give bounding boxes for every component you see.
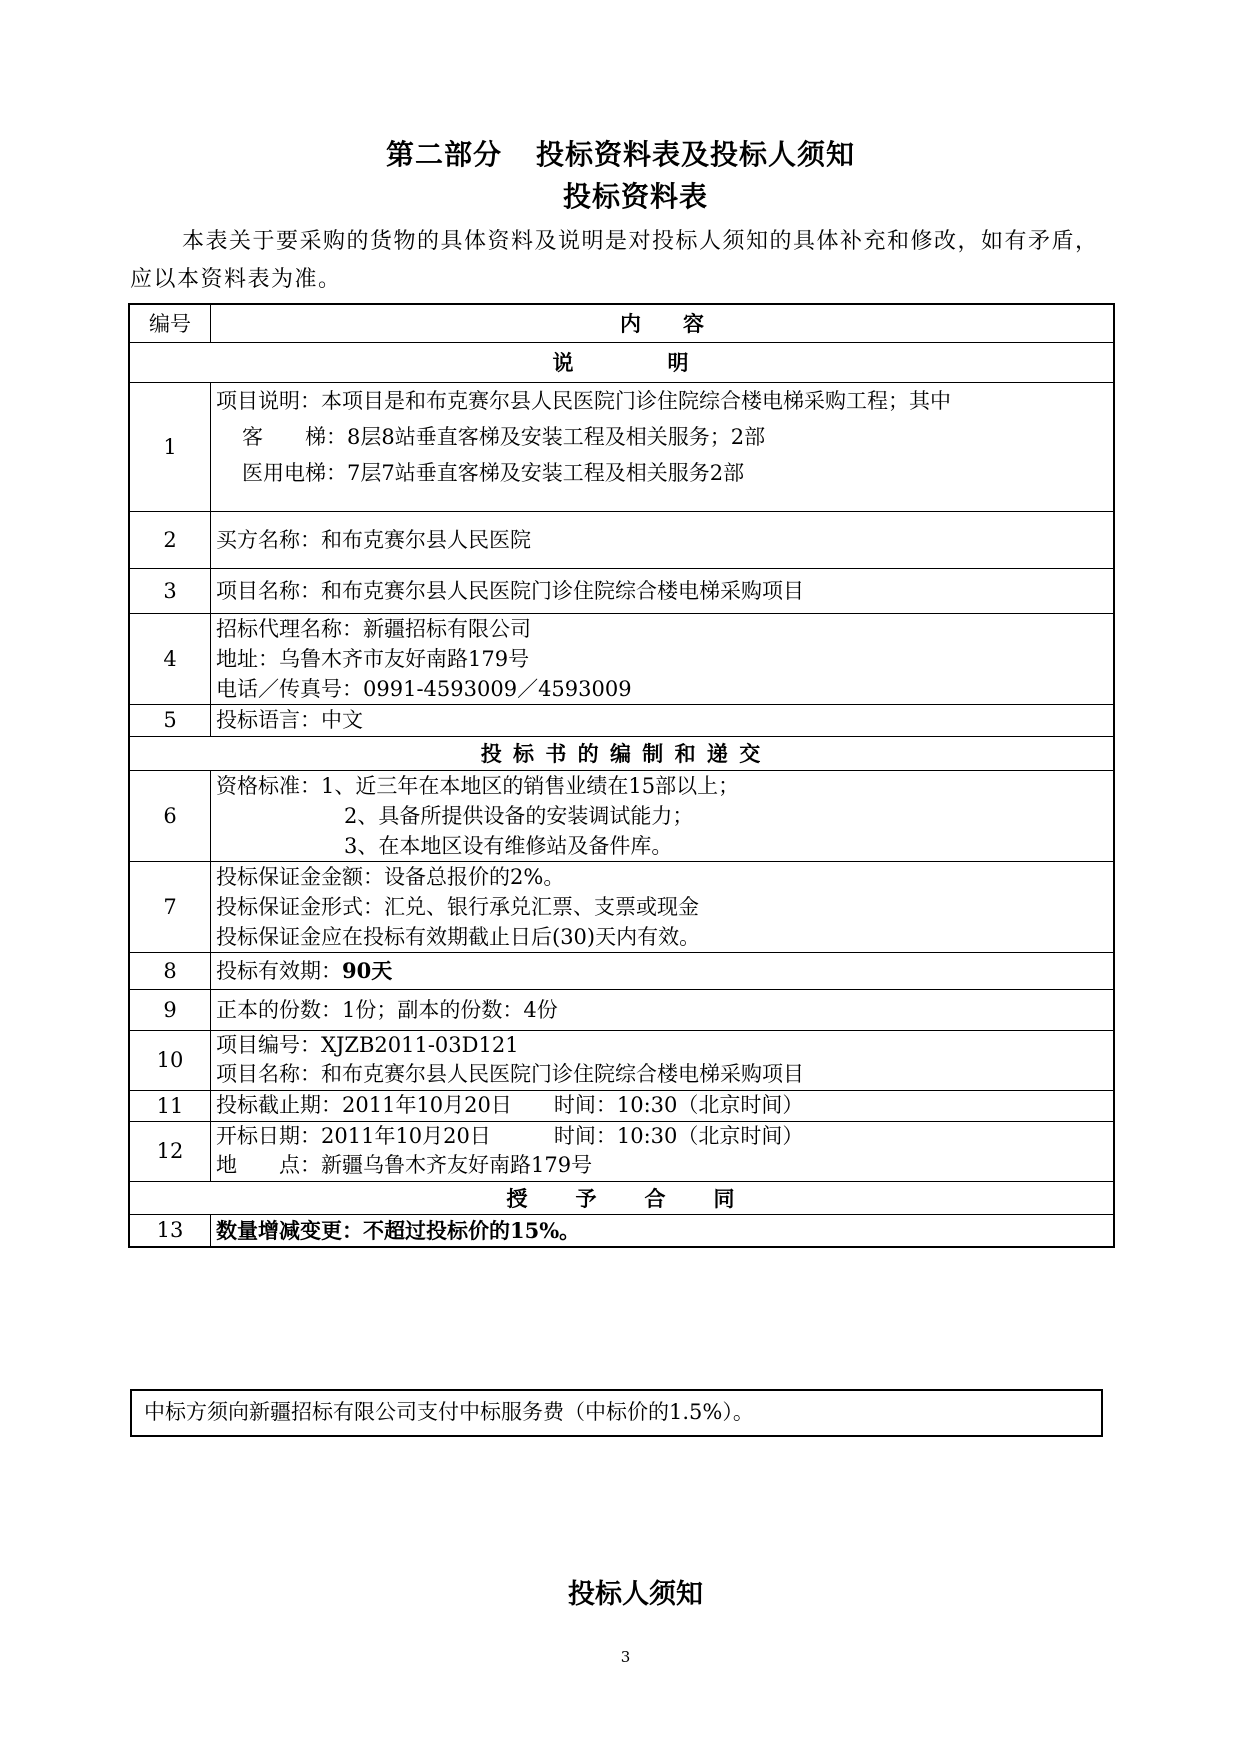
row-num: 8: [129, 952, 211, 989]
table-row: [129, 989, 1114, 1030]
row-num: 7: [129, 861, 211, 952]
row-line: 投标语言：中文: [216, 708, 363, 732]
row-line: 电话／传真号：0991-4593009／4593009: [216, 676, 632, 701]
row-content: [211, 1121, 1115, 1181]
row-num: 10: [129, 1030, 211, 1090]
row-content: [211, 568, 1115, 613]
part-label: 第二部分: [385, 138, 502, 171]
table-row: [129, 770, 1114, 861]
row-num: 3: [129, 568, 211, 613]
row-line: 投标保证金金额：设备总报价的2%。: [216, 864, 565, 889]
row-num: 4: [129, 613, 211, 704]
row-content: [211, 1090, 1115, 1121]
table-row: [129, 613, 1114, 704]
section-header-contract-award: 授 予 合 同: [129, 1181, 1114, 1214]
row-line-bold: 数量增减变更：不超过投标价的15%。: [216, 1217, 581, 1243]
row-line: 投标保证金应在投标有效期截止日后(30)天内有效。: [216, 924, 701, 949]
row-num: 5: [129, 704, 211, 736]
row-content: [211, 861, 1115, 952]
row-num: 12: [129, 1121, 211, 1181]
row-content: [211, 1030, 1115, 1090]
table-row: [129, 1214, 1114, 1247]
bidder-instructions-title: 投标人须知: [568, 1579, 703, 1610]
header-num: 编号: [129, 304, 211, 342]
row-line: 正本的份数：1份；副本的份数：4份: [216, 997, 558, 1022]
intro-paragraph: 本表关于要采购的货物的具体资料及说明是对投标人须知的具体补充和修改，如有矛盾，应以本资料表为准。: [130, 229, 1099, 292]
table-row: [129, 1121, 1114, 1181]
row-line: 项目名称：和布克赛尔县人民医院门诊住院综合楼电梯采购项目: [216, 1062, 804, 1086]
row-line-prefix: 投标有效期：: [216, 958, 342, 983]
row-line: 投标截止期：2011年10月20日 时间：10:30（北京时间）: [216, 1093, 804, 1117]
row-line: 招标代理名称：新疆招标有限公司: [216, 616, 531, 641]
part-title: [0, 133, 1241, 173]
section-header-bid-preparation: 投 标 书 的 编 制 和 递 交: [129, 736, 1114, 770]
table-row: [129, 1090, 1114, 1121]
row-line: 医用电梯：7层7站垂直客梯及安装工程及相关服务2部: [242, 460, 745, 485]
header-content: 内 容: [211, 304, 1115, 342]
row-line: 项目编号：XJZB2011-03D121: [216, 1033, 519, 1057]
row-line: 3、在本地区设有维修站及备件库。: [344, 833, 673, 858]
row-line: 投标保证金形式：汇兑、银行承兑汇票、支票或现金: [216, 894, 699, 919]
row-content: [211, 952, 1115, 989]
page-number: 3: [620, 1648, 631, 1666]
row-content: [211, 1214, 1115, 1247]
row-line: 项目名称：和布克赛尔县人民医院门诊住院综合楼电梯采购项目: [216, 578, 804, 603]
row-num: 13: [129, 1214, 211, 1247]
row-line: 项目说明：本项目是和布克赛尔县人民医院门诊住院综合楼电梯采购工程；其中: [216, 388, 951, 413]
subtitle: 投标资料表: [562, 180, 708, 213]
service-fee-note: 中标方须向新疆招标有限公司支付中标服务费（中标价的1.5%）。: [130, 1389, 1103, 1437]
bid-data-table: [128, 303, 1115, 1248]
row-num: 2: [129, 511, 211, 568]
part-main-title: 投标资料表及投标人须知: [536, 138, 856, 171]
row-line: 地 点：新疆乌鲁木齐友好南路179号: [216, 1153, 593, 1177]
table-row: [129, 704, 1114, 736]
row-num: 1: [129, 382, 211, 511]
table-row: [129, 511, 1114, 568]
table-row: [129, 952, 1114, 989]
row-line: 资格标准：1、近三年在本地区的销售业绩在15部以上；: [216, 773, 740, 798]
row-content: [211, 511, 1115, 568]
row-content: [211, 770, 1115, 861]
row-content: [211, 989, 1115, 1030]
row-line-bold: 90天: [342, 957, 393, 983]
row-line: 2、具备所提供设备的安装调试能力；: [344, 803, 694, 828]
row-num: 11: [129, 1090, 211, 1121]
row-line: 地址：乌鲁木齐市友好南路179号: [216, 646, 530, 671]
row-content: [211, 613, 1115, 704]
table-row: [129, 861, 1114, 952]
section-header-explanation: 说 明: [129, 342, 1114, 382]
row-content: [211, 704, 1115, 736]
row-num: 9: [129, 989, 211, 1030]
row-content: [211, 382, 1115, 511]
table-row: [129, 568, 1114, 613]
row-line: 客 梯：8层8站垂直客梯及安装工程及相关服务；2部: [242, 424, 766, 449]
table-row: [129, 382, 1114, 511]
row-line: 买方名称：和布克赛尔县人民医院: [216, 527, 531, 552]
row-num: 6: [129, 770, 211, 861]
table-row: [129, 1030, 1114, 1090]
row-line: 开标日期：2011年10月20日 时间：10:30（北京时间）: [216, 1124, 804, 1148]
